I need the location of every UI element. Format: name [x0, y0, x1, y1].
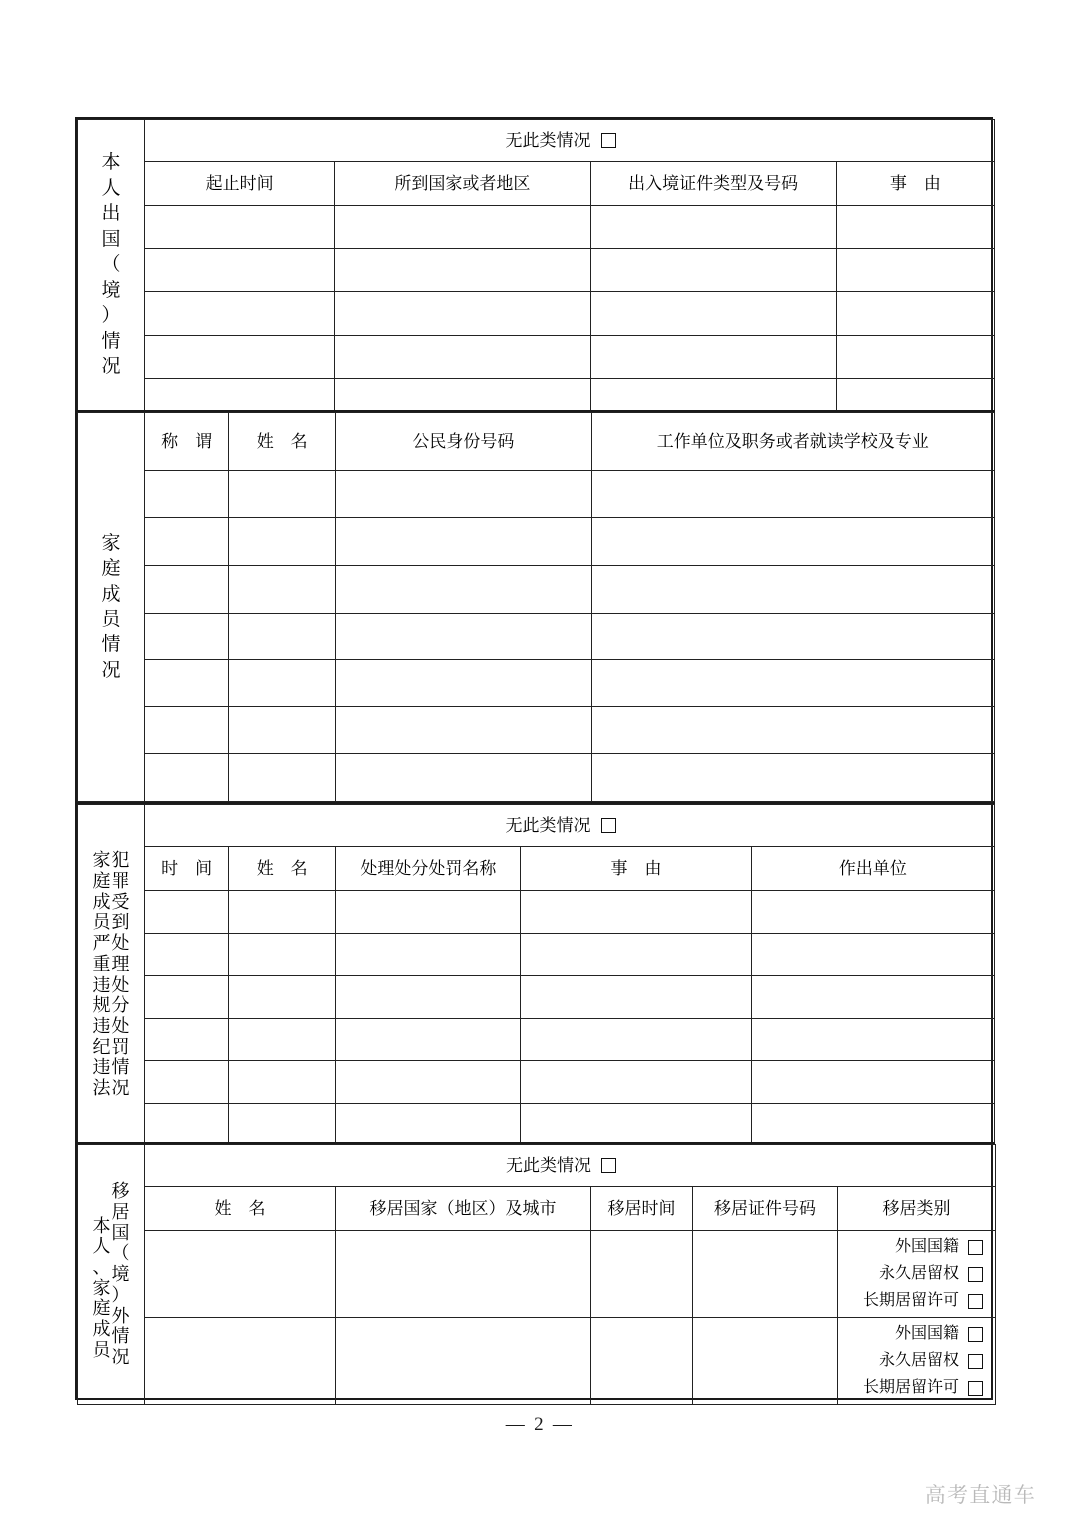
column-header: 姓 名 — [229, 413, 336, 471]
label-char: 违 — [92, 1057, 111, 1078]
label-char: 成 — [101, 583, 121, 605]
label-char: 移 — [111, 1181, 130, 1202]
table-cell[interactable] — [591, 754, 994, 802]
table-cell[interactable] — [591, 565, 994, 613]
label-char: 法 — [92, 1077, 111, 1098]
table-cell[interactable] — [145, 976, 229, 1019]
label-char: 况 — [101, 356, 121, 378]
table-cell[interactable] — [591, 706, 994, 754]
table-cell[interactable] — [336, 613, 591, 660]
table-cell[interactable] — [336, 1318, 591, 1405]
label-char: 情 — [111, 1326, 130, 1347]
table-cell[interactable] — [229, 934, 336, 976]
label-char: 规 — [92, 995, 111, 1016]
vertical-label-column-left — [93, 850, 111, 1098]
checkbox-icon[interactable] — [601, 818, 616, 833]
table-cell[interactable] — [836, 379, 994, 411]
label-char: 本 — [101, 152, 121, 174]
table-cell[interactable] — [229, 706, 336, 754]
label-char: 违 — [92, 974, 111, 995]
vertical-label-column-left — [93, 1189, 111, 1361]
label-char: 人 — [101, 177, 121, 199]
option-label: 外国国籍 — [895, 1238, 960, 1255]
table-cell[interactable] — [336, 518, 591, 566]
label-char: 理 — [111, 953, 130, 974]
option-label: 长期居留许可 — [863, 1379, 960, 1396]
label-char: 分 — [111, 995, 130, 1016]
table-cell[interactable] — [335, 336, 590, 379]
label-char: 处 — [111, 933, 130, 954]
label-char: 罪 — [111, 871, 130, 892]
table-cell[interactable] — [145, 1019, 229, 1061]
label-char: 家 — [101, 532, 121, 554]
table-cell[interactable] — [145, 292, 335, 336]
label-char: ） — [111, 1284, 130, 1305]
section-label-family-members — [78, 413, 145, 802]
table-cell[interactable] — [145, 470, 229, 518]
emigration-category-cell — [838, 1231, 996, 1318]
label-char: 出 — [101, 203, 121, 225]
table-cell[interactable] — [145, 754, 229, 802]
table-cell[interactable] — [145, 518, 229, 566]
column-header: 出入境证件类型及号码 — [590, 162, 836, 206]
table-cell[interactable] — [751, 1061, 994, 1104]
table-cell[interactable] — [145, 1318, 336, 1405]
label-char: 情 — [101, 634, 121, 656]
table-cell[interactable] — [591, 613, 994, 660]
table-cell[interactable] — [521, 1061, 751, 1104]
option-label: 长期居留许可 — [863, 1292, 960, 1309]
label-char: 本 — [92, 1215, 111, 1236]
table-cell[interactable] — [145, 379, 335, 411]
no-case-banner-self-exit-entry — [145, 120, 995, 162]
table-cell[interactable] — [836, 249, 994, 292]
table-cell[interactable] — [145, 1231, 336, 1318]
table-cell[interactable] — [335, 292, 590, 336]
column-header: 处理处分处罚名称 — [336, 847, 521, 891]
label-char: 、 — [92, 1256, 111, 1277]
table-cell[interactable] — [591, 660, 994, 707]
no-case-banner-emigration — [145, 1145, 996, 1187]
column-header: 姓 名 — [229, 847, 336, 891]
column-header: 时 间 — [145, 847, 229, 891]
label-char: 违 — [92, 1015, 111, 1036]
label-char: 庭 — [92, 871, 111, 892]
label-char: 情 — [101, 330, 121, 352]
table-cell[interactable] — [751, 1104, 994, 1145]
column-header: 移居证件号码 — [693, 1187, 838, 1231]
table-cell[interactable] — [336, 891, 521, 934]
table-cell[interactable] — [836, 206, 994, 249]
table-cell[interactable] — [751, 891, 994, 934]
table-cell[interactable] — [336, 976, 521, 1019]
option-foreign-nationality[interactable] — [895, 1324, 983, 1344]
table-cell[interactable] — [229, 518, 336, 566]
checkbox-icon[interactable] — [968, 1267, 983, 1282]
label-char: 境 — [101, 279, 121, 301]
table-cell[interactable] — [521, 934, 751, 976]
table-cell[interactable] — [336, 470, 591, 518]
label-char: 家 — [92, 850, 111, 871]
table-cell[interactable] — [336, 706, 591, 754]
column-header: 事 由 — [521, 847, 751, 891]
table-cell[interactable] — [229, 891, 336, 934]
table-cell[interactable] — [336, 660, 591, 707]
vertical-label-text — [78, 1145, 144, 1404]
label-char: 员 — [101, 609, 121, 630]
option-long-term-residence-permit[interactable] — [863, 1378, 983, 1398]
table-cell[interactable] — [336, 754, 591, 802]
table-cell[interactable] — [751, 976, 994, 1019]
table-cell[interactable] — [335, 249, 590, 292]
page-number: — 2 — — [505, 1414, 575, 1435]
table-cell[interactable] — [145, 934, 229, 976]
column-header: 移居时间 — [591, 1187, 693, 1231]
table-cell[interactable] — [145, 1104, 229, 1145]
label-char: 员 — [92, 1339, 111, 1360]
table-cell[interactable] — [693, 1231, 838, 1318]
table-cell[interactable] — [521, 891, 751, 934]
column-header: 起止时间 — [145, 162, 335, 206]
vertical-label-text — [78, 413, 144, 801]
table-cell[interactable] — [229, 660, 336, 707]
table-cell[interactable] — [145, 565, 229, 613]
table-cell[interactable] — [229, 1104, 336, 1145]
checkbox-icon[interactable] — [968, 1294, 983, 1309]
table-cell[interactable] — [591, 1231, 693, 1318]
table-cell[interactable] — [229, 613, 336, 660]
label-char: 到 — [111, 912, 130, 933]
label-char: 国 — [111, 1222, 130, 1243]
vertical-label-column-right — [112, 1181, 130, 1367]
table-cell[interactable] — [229, 976, 336, 1019]
table-cell[interactable] — [836, 292, 994, 336]
label-char: 况 — [101, 659, 121, 681]
option-permanent-residency[interactable] — [879, 1351, 983, 1371]
label-char: 处 — [111, 974, 130, 995]
checkbox-icon[interactable] — [968, 1240, 983, 1255]
table-cell[interactable] — [145, 891, 229, 934]
table-cell[interactable] — [751, 934, 994, 976]
label-char: 成 — [92, 1319, 111, 1340]
table-cell[interactable] — [229, 754, 336, 802]
watermark: 高考直通车 — [924, 1484, 1036, 1507]
label-char: 纪 — [92, 1036, 111, 1057]
table-cell[interactable] — [336, 1019, 521, 1061]
section-label-self-exit-entry — [78, 120, 145, 411]
option-foreign-nationality[interactable] — [895, 1237, 983, 1257]
column-header: 工作单位及职务或者就读学校及专业 — [591, 413, 994, 471]
no-case-label: 无此类情况 — [506, 1155, 591, 1175]
label-char: 犯 — [111, 850, 130, 871]
section-label-emigration — [78, 1145, 145, 1405]
no-case-banner-family-crime-punishment — [145, 805, 995, 847]
label-char: 罚 — [111, 1036, 130, 1057]
label-char: （ — [101, 254, 121, 276]
no-case-label: 无此类情况 — [505, 130, 591, 150]
column-header: 姓 名 — [145, 1187, 336, 1231]
table-cell[interactable] — [591, 1318, 693, 1405]
label-char: 国 — [101, 228, 121, 250]
label-char: ） — [101, 305, 121, 327]
section-label-family-crime-punishment — [78, 805, 145, 1145]
table-cell[interactable] — [521, 976, 751, 1019]
table-cell[interactable] — [145, 706, 229, 754]
checkbox-icon[interactable] — [601, 133, 616, 148]
table-cell[interactable] — [590, 206, 836, 249]
table-cell[interactable] — [145, 613, 229, 660]
label-char: 严 — [92, 933, 111, 954]
section-family-members — [77, 410, 995, 802]
label-char: 况 — [111, 1077, 130, 1098]
label-char: 处 — [111, 1015, 130, 1036]
label-char: 受 — [111, 891, 130, 912]
column-header: 移居类别 — [838, 1187, 996, 1231]
option-permanent-residency[interactable] — [879, 1264, 983, 1284]
column-header: 作出单位 — [751, 847, 994, 891]
table-cell[interactable] — [590, 379, 836, 411]
vertical-label-text — [78, 120, 144, 410]
table-cell[interactable] — [751, 1019, 994, 1061]
column-header: 移居国家（地区）及城市 — [336, 1187, 591, 1231]
label-char: 成 — [92, 891, 111, 912]
section-self-exit-entry — [77, 119, 995, 410]
label-char: 庭 — [101, 558, 121, 580]
label-char: 居 — [111, 1202, 130, 1223]
table-cell[interactable] — [336, 1061, 521, 1104]
table-cell[interactable] — [521, 1104, 751, 1145]
label-char: 重 — [92, 953, 111, 974]
label-char: 家 — [92, 1277, 111, 1298]
table-cell[interactable] — [145, 336, 335, 379]
label-char: 情 — [111, 1057, 130, 1078]
table-cell[interactable] — [521, 1019, 751, 1061]
option-label: 外国国籍 — [895, 1325, 960, 1342]
label-char: 况 — [111, 1346, 130, 1367]
table-cell[interactable] — [590, 292, 836, 336]
table-cell[interactable] — [229, 470, 336, 518]
table-cell[interactable] — [336, 1104, 521, 1145]
table-cell[interactable] — [229, 1061, 336, 1104]
column-header: 称 谓 — [145, 413, 229, 471]
vertical-label-text — [78, 805, 144, 1144]
table-cell[interactable] — [591, 470, 994, 518]
table-cell[interactable] — [590, 336, 836, 379]
table-cell[interactable] — [590, 249, 836, 292]
table-cell[interactable] — [335, 379, 590, 411]
table-cell[interactable] — [229, 1019, 336, 1061]
table-cell[interactable] — [145, 1061, 229, 1104]
table-cell[interactable] — [836, 336, 994, 379]
table-cell[interactable] — [336, 565, 591, 613]
table-cell[interactable] — [335, 206, 590, 249]
label-char: 境 — [111, 1264, 130, 1285]
table-cell[interactable] — [145, 660, 229, 707]
label-char: 庭 — [92, 1298, 111, 1319]
column-header: 所到国家或者地区 — [335, 162, 590, 206]
emigration-category-cell — [838, 1318, 996, 1405]
table-cell[interactable] — [693, 1318, 838, 1405]
table-cell[interactable] — [229, 565, 336, 613]
column-header: 事 由 — [836, 162, 994, 206]
label-char: 员 — [92, 912, 111, 933]
section-emigration — [77, 1142, 995, 1402]
form-table-frame — [75, 117, 993, 1400]
table-cell[interactable] — [336, 1231, 591, 1318]
vertical-label-column-right — [112, 850, 130, 1098]
section-family-crime-punishment — [77, 802, 995, 1142]
checkbox-icon[interactable] — [601, 1158, 616, 1173]
table-cell[interactable] — [336, 934, 521, 976]
option-long-term-residence-permit[interactable] — [863, 1291, 983, 1311]
no-case-label: 无此类情况 — [505, 815, 591, 835]
checkbox-icon[interactable] — [968, 1354, 983, 1369]
label-char: 外 — [111, 1305, 130, 1326]
checkbox-icon[interactable] — [968, 1327, 983, 1342]
option-label: 永久居留权 — [879, 1352, 960, 1369]
table-cell[interactable] — [145, 206, 335, 249]
label-char: （ — [111, 1243, 130, 1264]
table-cell[interactable] — [591, 518, 994, 566]
column-header: 公民身份号码 — [336, 413, 591, 471]
option-label: 永久居留权 — [879, 1265, 960, 1282]
checkbox-icon[interactable] — [968, 1381, 983, 1396]
label-char: 人 — [92, 1236, 111, 1257]
table-cell[interactable] — [145, 249, 335, 292]
